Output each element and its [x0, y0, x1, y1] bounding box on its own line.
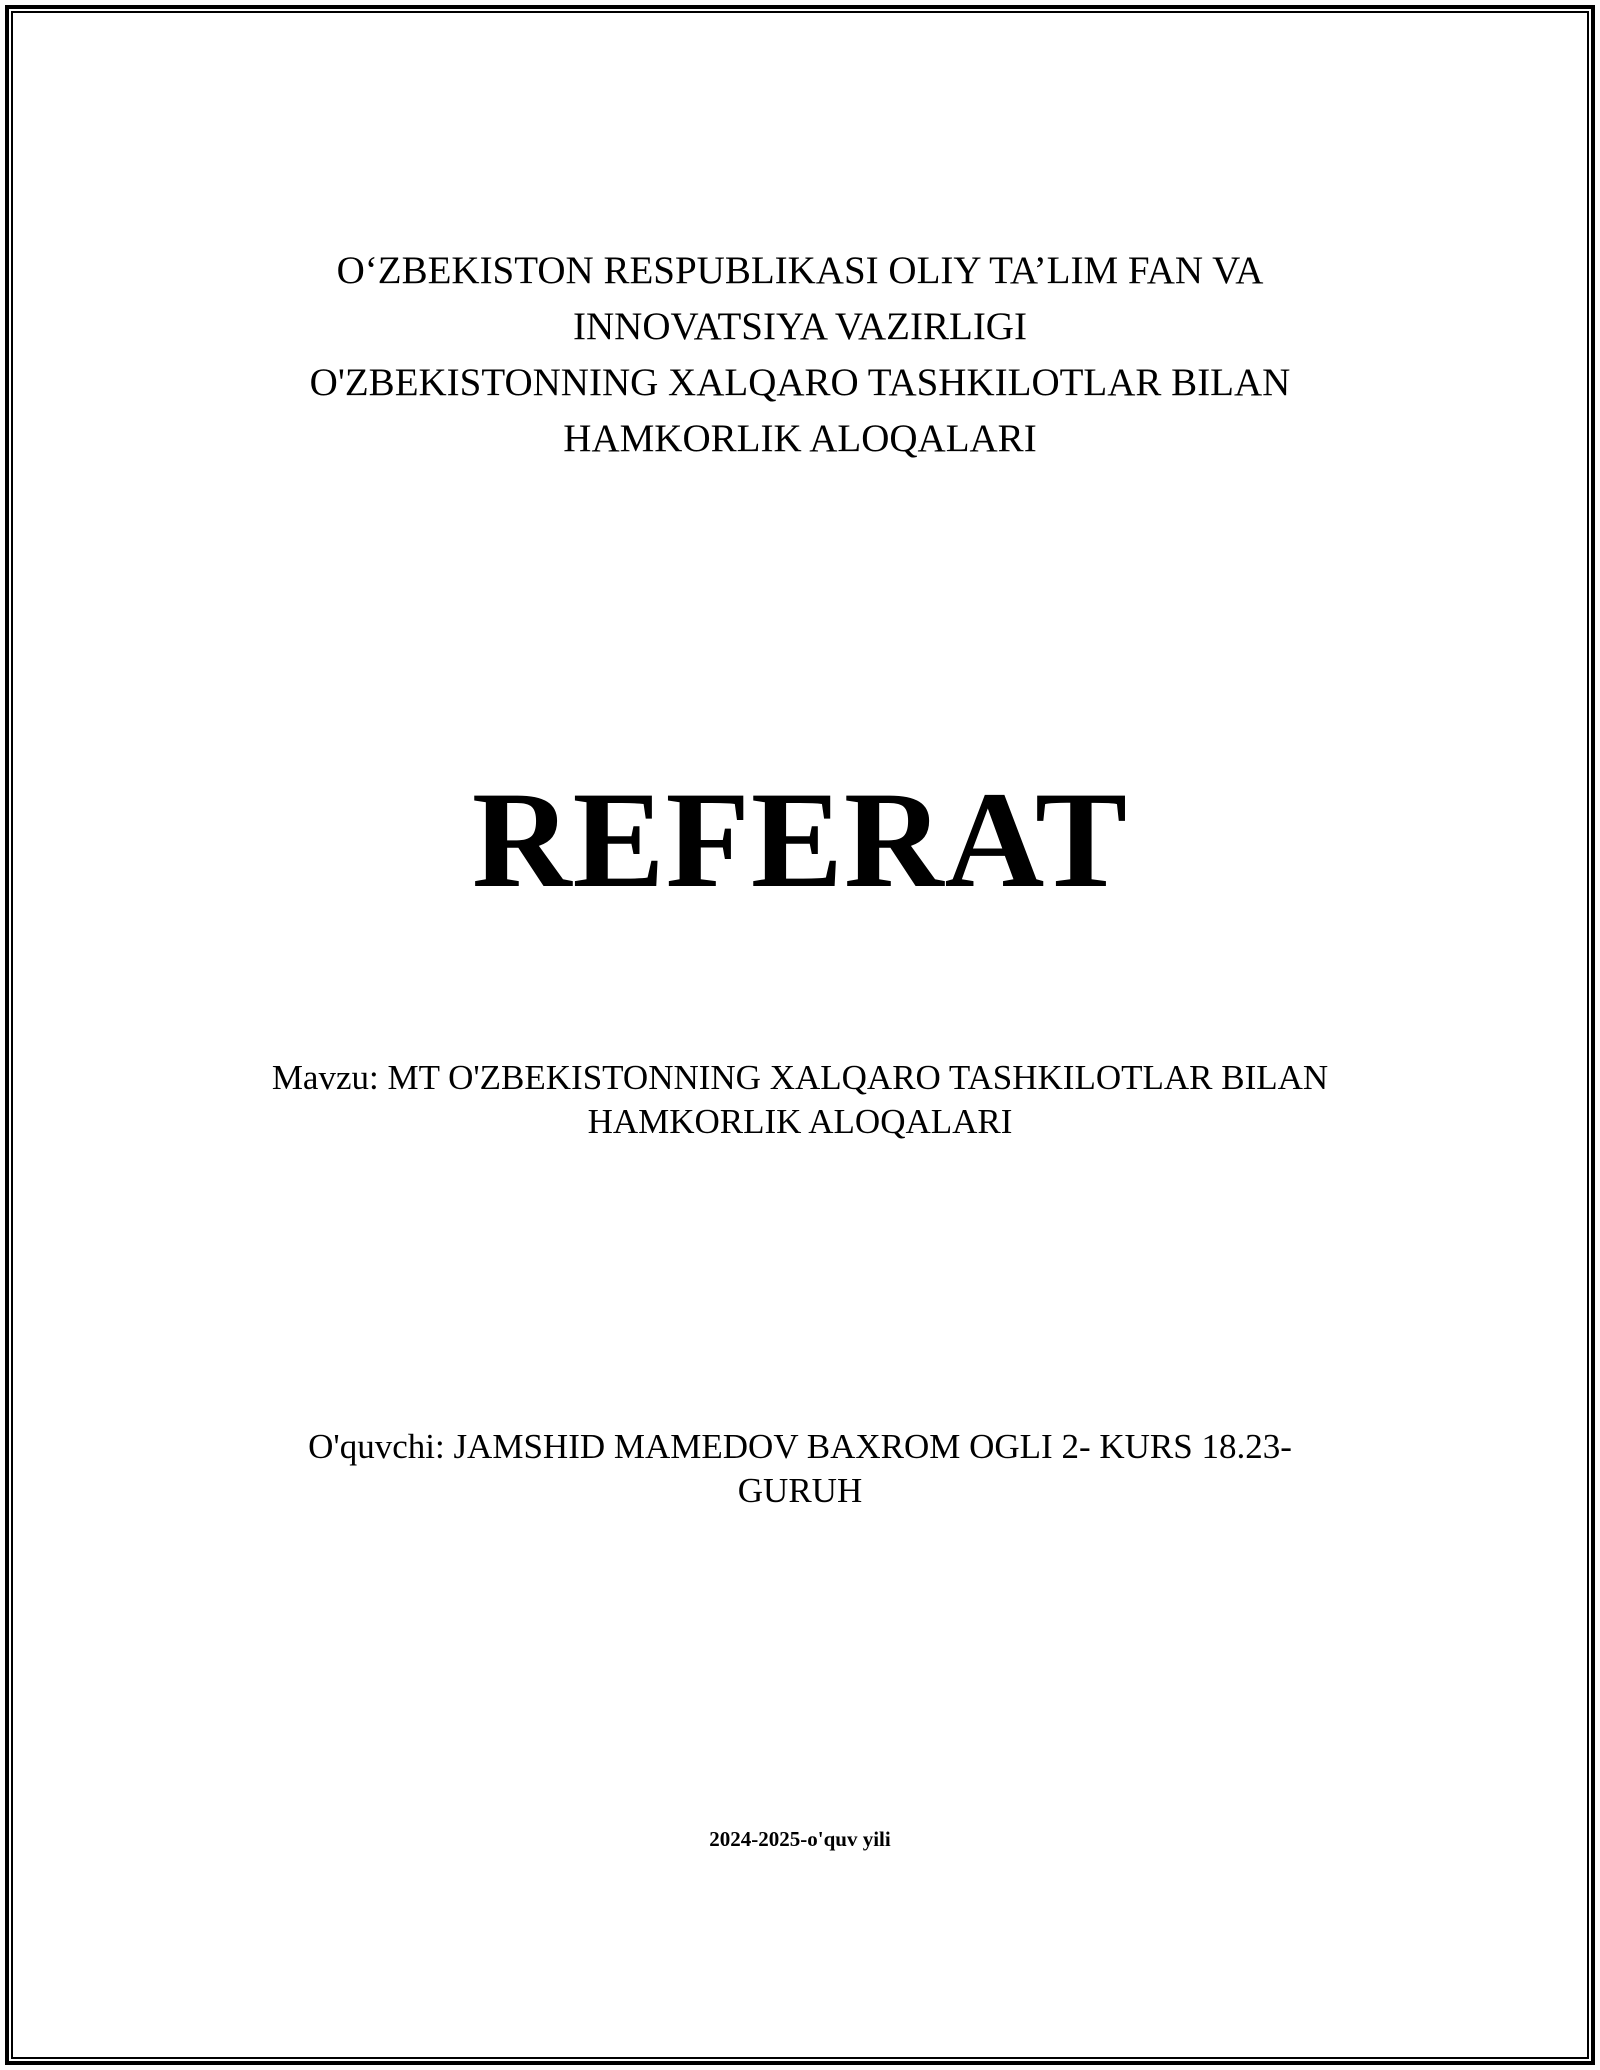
ministry-heading-line-3: O'ZBEKISTONNING XALQARO TASHKILOTLAR BILAN: [309, 361, 1291, 404]
ministry-heading: [0, 243, 1600, 467]
student-line-1: O'quvchi: JAMSHID MAMEDOV BAXROM OGLI 2- KURS 18.23-: [308, 1427, 1292, 1466]
topic-line-1: Mavzu: MT O'ZBEKISTONNING XALQARO TASHKILOTLAR BILAN: [271, 1058, 1329, 1097]
ministry-heading-line-2: INNOVATSIYA VAZIRLIGI: [573, 305, 1027, 348]
student-line-2: GURUH: [737, 1471, 863, 1510]
topic-line-2: HAMKORLIK ALOQALARI: [587, 1102, 1013, 1141]
ministry-heading-line-4: HAMKORLIK ALOQALARI: [563, 417, 1037, 460]
student-info: [0, 1425, 1600, 1513]
topic-text: [0, 1056, 1600, 1144]
document-title: REFERAT: [471, 763, 1129, 916]
academic-year: 2024-2025-o'quv yili: [709, 1827, 891, 1851]
ministry-heading-line-1: O‘ZBEKISTON RESPUBLIKASI OLIY TA’LIM FAN VA: [336, 249, 1264, 292]
